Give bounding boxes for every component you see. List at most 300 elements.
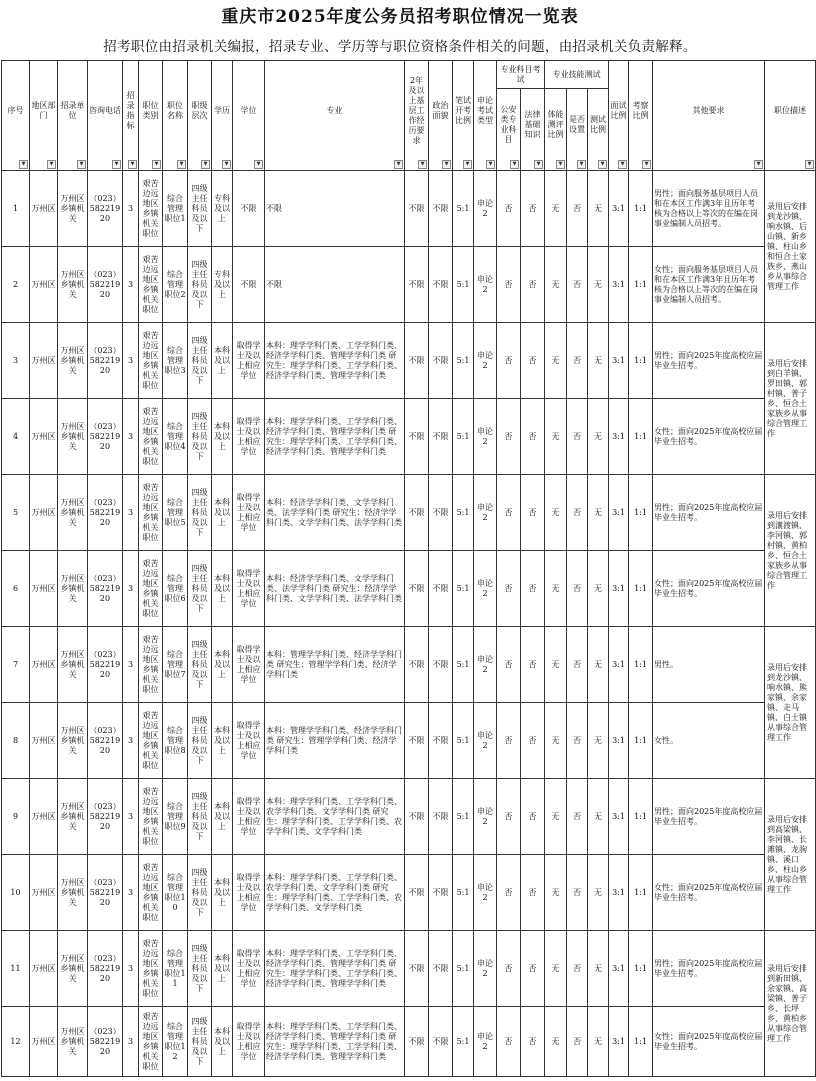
cell-seq: 11 bbox=[2, 931, 30, 1007]
cell-interview: 3:1 bbox=[609, 399, 629, 475]
cell-fitness: 无 bbox=[545, 247, 567, 323]
cell-position: 综合管理职位5 bbox=[163, 475, 188, 551]
cell-phone: （023）58221920 bbox=[88, 551, 123, 627]
filter-dropdown-icon[interactable]: ▼ bbox=[534, 160, 543, 169]
cell-level: 四级主任科员及以下 bbox=[188, 855, 212, 931]
header-position: 职位名称 ▼ bbox=[163, 61, 188, 171]
cell-police: 否 bbox=[497, 551, 521, 627]
cell-law: 否 bbox=[521, 931, 545, 1007]
header-written-ratio: 笔试开考比例 ▼ bbox=[453, 61, 474, 171]
filter-dropdown-icon[interactable]: ▼ bbox=[754, 160, 763, 169]
cell-quota: 3 bbox=[123, 323, 139, 399]
cell-other: 女性；面向服务基层项目人员和在本区工作满3年且历年考核为合格以上等次的在编在岗事业编制人员招考。 bbox=[653, 247, 765, 323]
cell-political: 不限 bbox=[429, 855, 453, 931]
cell-education: 本科及以上 bbox=[212, 855, 233, 931]
cell-phone: （023）58221920 bbox=[88, 703, 123, 779]
cell-other: 男性；面向2025年度高校应届毕业生招考。 bbox=[653, 323, 765, 399]
cell-police: 否 bbox=[497, 171, 521, 247]
cell-category: 艰苦边远地区乡镇机关职位 bbox=[139, 931, 163, 1007]
cell-quota: 3 bbox=[123, 855, 139, 931]
filter-dropdown-icon[interactable]: ▼ bbox=[598, 160, 607, 169]
cell-quota: 3 bbox=[123, 171, 139, 247]
cell-exam-type: 申论2 bbox=[474, 855, 497, 931]
cell-category: 艰苦边远地区乡镇机关职位 bbox=[139, 855, 163, 931]
cell-fitness: 无 bbox=[545, 779, 567, 855]
cell-law: 否 bbox=[521, 475, 545, 551]
cell-seq: 8 bbox=[2, 703, 30, 779]
cell-seq: 5 bbox=[2, 475, 30, 551]
cell-unit: 万州区乡镇机关 bbox=[58, 475, 88, 551]
cell-degree: 取得学士及以上相应学位 bbox=[233, 703, 265, 779]
cell-test-ratio: 无 bbox=[588, 551, 609, 627]
table-row bbox=[2, 703, 816, 779]
header-desc: 职位描述 ▼ bbox=[765, 61, 816, 171]
cell-fitness: 无 bbox=[545, 931, 567, 1007]
cell-phone: （023）58221920 bbox=[88, 475, 123, 551]
cell-unit: 万州区乡镇机关 bbox=[58, 703, 88, 779]
cell-region: 万州区 bbox=[30, 171, 58, 247]
table-row bbox=[2, 247, 816, 323]
cell-written-ratio: 5:1 bbox=[453, 399, 474, 475]
cell-grassroots: 不限 bbox=[405, 247, 429, 323]
cell-category: 艰苦边远地区乡镇机关职位 bbox=[139, 551, 163, 627]
cell-level: 四级主任科员及以下 bbox=[188, 323, 212, 399]
filter-dropdown-icon[interactable]: ▼ bbox=[152, 160, 161, 169]
cell-unit: 万州区乡镇机关 bbox=[58, 323, 88, 399]
filter-dropdown-icon[interactable]: ▼ bbox=[394, 160, 403, 169]
cell-political: 不限 bbox=[429, 931, 453, 1007]
cell-position: 综合管理职位9 bbox=[163, 779, 188, 855]
cell-fitness: 无 bbox=[545, 399, 567, 475]
cell-unit: 万州区乡镇机关 bbox=[58, 247, 88, 323]
cell-law: 否 bbox=[521, 399, 545, 475]
filter-dropdown-icon[interactable]: ▼ bbox=[222, 160, 231, 169]
cell-setup: 否 bbox=[567, 323, 588, 399]
header-quota: 招录指标 ▼ bbox=[123, 61, 139, 171]
cell-phone: （023）58221920 bbox=[88, 627, 123, 703]
cell-level: 四级主任科员及以下 bbox=[188, 247, 212, 323]
header-grassroots: 2年及以上基层工作经历要求 ▼ bbox=[405, 61, 429, 171]
filter-dropdown-icon[interactable]: ▼ bbox=[418, 160, 427, 169]
cell-review: 1:1 bbox=[629, 475, 653, 551]
cell-position: 综合管理职位2 bbox=[163, 247, 188, 323]
cell-category: 艰苦边远地区乡镇机关职位 bbox=[139, 703, 163, 779]
header-category: 职位类别 ▼ bbox=[139, 61, 163, 171]
header-level: 职级层次 ▼ bbox=[188, 61, 212, 171]
cell-desc: 录用后安排到龙沙镇、响水镇、后山镇、新乡镇、柱山乡和恒合土家族乡、燕山乡从事综合管理工作 bbox=[765, 171, 816, 323]
cell-fitness: 无 bbox=[545, 323, 567, 399]
header-major: 专业 ▼ bbox=[265, 61, 405, 171]
cell-exam-type: 申论2 bbox=[474, 399, 497, 475]
table-row bbox=[2, 1007, 816, 1077]
cell-phone: （023）58221920 bbox=[88, 1007, 123, 1077]
cell-setup: 否 bbox=[567, 399, 588, 475]
filter-dropdown-icon[interactable]: ▼ bbox=[177, 160, 186, 169]
cell-political: 不限 bbox=[429, 627, 453, 703]
cell-region: 万州区 bbox=[30, 551, 58, 627]
cell-region: 万州区 bbox=[30, 779, 58, 855]
cell-law: 否 bbox=[521, 1007, 545, 1077]
cell-political: 不限 bbox=[429, 171, 453, 247]
cell-review: 1:1 bbox=[629, 171, 653, 247]
cell-position: 综合管理职位1 bbox=[163, 171, 188, 247]
cell-review: 1:1 bbox=[629, 931, 653, 1007]
header-setup: 是否设置 ▼ bbox=[567, 89, 588, 171]
cell-grassroots: 不限 bbox=[405, 171, 429, 247]
filter-dropdown-icon[interactable]: ▼ bbox=[577, 160, 586, 169]
cell-level: 四级主任科员及以下 bbox=[188, 171, 212, 247]
cell-major: 本科：理学学科门类、工学学科门类、经济学学科门类、管理学学科门类 研究生：理学学科门类、工学学科门类、经济学学科门类、管理学学科门类 bbox=[265, 399, 405, 475]
cell-review: 1:1 bbox=[629, 627, 653, 703]
cell-police: 否 bbox=[497, 855, 521, 931]
cell-region: 万州区 bbox=[30, 399, 58, 475]
cell-major: 本科：理学学科门类、工学学科门类、经济学学科门类、管理学学科门类 研究生：理学学科门类、工学学科门类、经济学学科门类、管理学学科门类 bbox=[265, 931, 405, 1007]
cell-exam-type: 申论2 bbox=[474, 171, 497, 247]
header-police: 公安类专业科目 ▼ bbox=[497, 89, 521, 171]
cell-category: 艰苦边远地区乡镇机关职位 bbox=[139, 323, 163, 399]
cell-interview: 3:1 bbox=[609, 931, 629, 1007]
cell-unit: 万州区乡镇机关 bbox=[58, 931, 88, 1007]
cell-grassroots: 不限 bbox=[405, 551, 429, 627]
cell-grassroots: 不限 bbox=[405, 703, 429, 779]
cell-unit: 万州区乡镇机关 bbox=[58, 779, 88, 855]
cell-region: 万州区 bbox=[30, 1007, 58, 1077]
cell-setup: 否 bbox=[567, 475, 588, 551]
cell-degree: 取得学士及以上相应学位 bbox=[233, 399, 265, 475]
table-row bbox=[2, 475, 816, 551]
cell-test-ratio: 无 bbox=[588, 247, 609, 323]
cell-position: 综合管理职位11 bbox=[163, 931, 188, 1007]
cell-position: 综合管理职位3 bbox=[163, 323, 188, 399]
cell-fitness: 无 bbox=[545, 475, 567, 551]
cell-education: 本科及以上 bbox=[212, 931, 233, 1007]
cell-quota: 3 bbox=[123, 475, 139, 551]
cell-interview: 3:1 bbox=[609, 551, 629, 627]
cell-education: 本科及以上 bbox=[212, 703, 233, 779]
cell-unit: 万州区乡镇机关 bbox=[58, 1007, 88, 1077]
cell-region: 万州区 bbox=[30, 703, 58, 779]
header-test-ratio: 测试比例 ▼ bbox=[588, 89, 609, 171]
cell-written-ratio: 5:1 bbox=[453, 779, 474, 855]
cell-degree: 取得学士及以上相应学位 bbox=[233, 323, 265, 399]
cell-degree: 取得学士及以上相应学位 bbox=[233, 931, 265, 1007]
cell-phone: （023）58221920 bbox=[88, 931, 123, 1007]
filter-dropdown-icon[interactable]: ▼ bbox=[463, 160, 472, 169]
filter-dropdown-icon[interactable]: ▼ bbox=[618, 160, 627, 169]
cell-political: 不限 bbox=[429, 399, 453, 475]
cell-quota: 3 bbox=[123, 627, 139, 703]
cell-major: 本科：经济学学科门类、文学学科门类、法学学科门类 研究生：经济学学科门类、文学学科门类、法学学科门类 bbox=[265, 475, 405, 551]
cell-police: 否 bbox=[497, 779, 521, 855]
cell-written-ratio: 5:1 bbox=[453, 627, 474, 703]
cell-level: 四级主任科员及以下 bbox=[188, 779, 212, 855]
header-prof-subject: 专业科目考试 bbox=[497, 61, 545, 89]
cell-region: 万州区 bbox=[30, 247, 58, 323]
cell-interview: 3:1 bbox=[609, 627, 629, 703]
cell-interview: 3:1 bbox=[609, 247, 629, 323]
cell-written-ratio: 5:1 bbox=[453, 247, 474, 323]
cell-other: 男性；面向2025年度高校应届毕业生招考。 bbox=[653, 779, 765, 855]
cell-grassroots: 不限 bbox=[405, 779, 429, 855]
cell-position: 综合管理职位7 bbox=[163, 627, 188, 703]
cell-category: 艰苦边远地区乡镇机关职位 bbox=[139, 399, 163, 475]
cell-review: 1:1 bbox=[629, 323, 653, 399]
filter-dropdown-icon[interactable]: ▼ bbox=[19, 160, 28, 169]
cell-level: 四级主任科员及以下 bbox=[188, 931, 212, 1007]
cell-major: 本科：理学学科门类、工学学科门类、经济学学科门类、管理学学科门类 研究生：理学学科门类、工学学科门类、经济学学科门类、管理学学科门类 bbox=[265, 323, 405, 399]
cell-written-ratio: 5:1 bbox=[453, 1007, 474, 1077]
cell-category: 艰苦边远地区乡镇机关职位 bbox=[139, 171, 163, 247]
header-physical: 专业技能测试 bbox=[545, 61, 609, 89]
cell-written-ratio: 5:1 bbox=[453, 475, 474, 551]
filter-dropdown-icon[interactable]: ▼ bbox=[254, 160, 263, 169]
cell-category: 艰苦边远地区乡镇机关职位 bbox=[139, 475, 163, 551]
filter-dropdown-icon[interactable]: ▼ bbox=[201, 160, 210, 169]
cell-review: 1:1 bbox=[629, 855, 653, 931]
filter-dropdown-icon[interactable]: ▼ bbox=[77, 160, 86, 169]
cell-seq: 12 bbox=[2, 1007, 30, 1077]
cell-exam-type: 申论2 bbox=[474, 323, 497, 399]
cell-quota: 3 bbox=[123, 931, 139, 1007]
cell-law: 否 bbox=[521, 855, 545, 931]
cell-major: 本科：理学学科门类、工学学科门类、农学学科门类、文学学科门类 研究生：理学学科门类、工学学科门类、农学学科门类、文学学科门类 bbox=[265, 779, 405, 855]
cell-test-ratio: 无 bbox=[588, 931, 609, 1007]
cell-region: 万州区 bbox=[30, 931, 58, 1007]
cell-unit: 万州区乡镇机关 bbox=[58, 627, 88, 703]
header-degree: 学位 ▼ bbox=[233, 61, 265, 171]
table-row bbox=[2, 399, 816, 475]
cell-police: 否 bbox=[497, 399, 521, 475]
cell-major: 本科：理学学科门类、工学学科门类、农学学科门类、文学学科门类 研究生：理学学科门类、工学学科门类、农学学科门类、文学学科门类 bbox=[265, 855, 405, 931]
cell-interview: 3:1 bbox=[609, 171, 629, 247]
cell-seq: 10 bbox=[2, 855, 30, 931]
cell-interview: 3:1 bbox=[609, 323, 629, 399]
cell-unit: 万州区乡镇机关 bbox=[58, 399, 88, 475]
cell-interview: 3:1 bbox=[609, 1007, 629, 1077]
cell-police: 否 bbox=[497, 1007, 521, 1077]
cell-seq: 4 bbox=[2, 399, 30, 475]
cell-law: 否 bbox=[521, 627, 545, 703]
cell-region: 万州区 bbox=[30, 855, 58, 931]
cell-education: 专科及以上 bbox=[212, 171, 233, 247]
filter-dropdown-icon[interactable]: ▼ bbox=[556, 160, 565, 169]
cell-seq: 1 bbox=[2, 171, 30, 247]
cell-quota: 3 bbox=[123, 247, 139, 323]
cell-exam-type: 申论2 bbox=[474, 551, 497, 627]
cell-grassroots: 不限 bbox=[405, 931, 429, 1007]
cell-education: 本科及以上 bbox=[212, 1007, 233, 1077]
cell-police: 否 bbox=[497, 475, 521, 551]
cell-phone: （023）58221920 bbox=[88, 171, 123, 247]
header-review: 考察比例 ▼ bbox=[629, 61, 653, 171]
cell-written-ratio: 5:1 bbox=[453, 931, 474, 1007]
page-subtitle: 招考职位由招录机关编报，招录专业、学历等与职位资格条件相关的问题，由招录机关负责解释。 bbox=[103, 39, 697, 55]
cell-written-ratio: 5:1 bbox=[453, 551, 474, 627]
filter-dropdown-icon[interactable]: ▼ bbox=[442, 160, 451, 169]
cell-exam-type: 申论2 bbox=[474, 247, 497, 323]
cell-setup: 否 bbox=[567, 931, 588, 1007]
cell-law: 否 bbox=[521, 779, 545, 855]
cell-grassroots: 不限 bbox=[405, 1007, 429, 1077]
cell-unit: 万州区乡镇机关 bbox=[58, 551, 88, 627]
header-law: 法律基础知识 ▼ bbox=[521, 89, 545, 171]
cell-education: 本科及以上 bbox=[212, 551, 233, 627]
cell-law: 否 bbox=[521, 323, 545, 399]
table-body bbox=[2, 171, 816, 1077]
cell-region: 万州区 bbox=[30, 475, 58, 551]
cell-political: 不限 bbox=[429, 1007, 453, 1077]
cell-education: 本科及以上 bbox=[212, 399, 233, 475]
cell-setup: 否 bbox=[567, 247, 588, 323]
header-political: 政治面貌 ▼ bbox=[429, 61, 453, 171]
cell-desc: 录用后安排到龙沙镇、响水镇、熊家镇、余家镇、走马镇、白土镇从事综合管理工作 bbox=[765, 627, 816, 779]
cell-seq: 3 bbox=[2, 323, 30, 399]
cell-education: 本科及以上 bbox=[212, 779, 233, 855]
filter-dropdown-icon[interactable]: ▼ bbox=[128, 160, 137, 169]
cell-review: 1:1 bbox=[629, 399, 653, 475]
header-phone: 咨询电话 ▼ bbox=[88, 61, 123, 171]
cell-test-ratio: 无 bbox=[588, 399, 609, 475]
cell-phone: （023）58221920 bbox=[88, 855, 123, 931]
cell-major: 本科：管理学学科门类、经济学学科门类 研究生：管理学学科门类、经济学学科门类 bbox=[265, 627, 405, 703]
filter-dropdown-icon[interactable]: ▼ bbox=[486, 160, 495, 169]
cell-phone: （023）58221920 bbox=[88, 247, 123, 323]
cell-other: 女性。 bbox=[653, 703, 765, 779]
cell-test-ratio: 无 bbox=[588, 627, 609, 703]
cell-interview: 3:1 bbox=[609, 475, 629, 551]
cell-police: 否 bbox=[497, 627, 521, 703]
cell-test-ratio: 无 bbox=[588, 1007, 609, 1077]
cell-level: 四级主任科员及以下 bbox=[188, 703, 212, 779]
cell-position: 综合管理职位6 bbox=[163, 551, 188, 627]
cell-other: 女性；面向2025年度高校应届毕业生招考。 bbox=[653, 855, 765, 931]
table-row bbox=[2, 855, 816, 931]
cell-position: 综合管理职位8 bbox=[163, 703, 188, 779]
cell-setup: 否 bbox=[567, 855, 588, 931]
cell-law: 否 bbox=[521, 247, 545, 323]
cell-review: 1:1 bbox=[629, 247, 653, 323]
cell-fitness: 无 bbox=[545, 627, 567, 703]
cell-degree: 取得学士及以上相应学位 bbox=[233, 1007, 265, 1077]
cell-other: 女性；面向2025年度高校应届毕业生招考。 bbox=[653, 399, 765, 475]
cell-position: 综合管理职位4 bbox=[163, 399, 188, 475]
cell-phone: （023）58221920 bbox=[88, 779, 123, 855]
cell-region: 万州区 bbox=[30, 323, 58, 399]
cell-setup: 否 bbox=[567, 1007, 588, 1077]
cell-written-ratio: 5:1 bbox=[453, 171, 474, 247]
cell-position: 综合管理职位12 bbox=[163, 1007, 188, 1077]
cell-education: 专科及以上 bbox=[212, 247, 233, 323]
cell-police: 否 bbox=[497, 247, 521, 323]
cell-seq: 2 bbox=[2, 247, 30, 323]
cell-written-ratio: 5:1 bbox=[453, 703, 474, 779]
cell-quota: 3 bbox=[123, 703, 139, 779]
table-row bbox=[2, 931, 816, 1007]
cell-law: 否 bbox=[521, 703, 545, 779]
cell-seq: 6 bbox=[2, 551, 30, 627]
cell-fitness: 无 bbox=[545, 855, 567, 931]
positions-table bbox=[1, 60, 816, 1077]
cell-degree: 取得学士及以上相应学位 bbox=[233, 475, 265, 551]
filter-dropdown-icon[interactable]: ▼ bbox=[805, 160, 814, 169]
cell-position: 综合管理职位10 bbox=[163, 855, 188, 931]
cell-other: 男性；面向2025年度高校应届毕业生招考。 bbox=[653, 475, 765, 551]
cell-degree: 取得学士及以上相应学位 bbox=[233, 627, 265, 703]
cell-political: 不限 bbox=[429, 551, 453, 627]
filter-dropdown-icon[interactable]: ▼ bbox=[112, 160, 121, 169]
cell-exam-type: 申论2 bbox=[474, 703, 497, 779]
cell-phone: （023）58221920 bbox=[88, 323, 123, 399]
cell-degree: 取得学士及以上相应学位 bbox=[233, 779, 265, 855]
cell-fitness: 无 bbox=[545, 1007, 567, 1077]
cell-fitness: 无 bbox=[545, 171, 567, 247]
cell-desc: 录用后安排到瀼渡镇、李河镇、郭村镇、黄柏乡、恒合土家族乡从事综合管理工作 bbox=[765, 475, 816, 627]
cell-test-ratio: 无 bbox=[588, 779, 609, 855]
table-row bbox=[2, 627, 816, 703]
cell-other: 男性；面向服务基层项目人员和在本区工作满3年且历年考核为合格以上等次的在编在岗事业编制人员招考。 bbox=[653, 171, 765, 247]
cell-review: 1:1 bbox=[629, 703, 653, 779]
cell-quota: 3 bbox=[123, 399, 139, 475]
cell-major: 本科：经济学学科门类、文学学科门类、法学学科门类 研究生：经济学学科门类、文学学科门类、法学学科门类 bbox=[265, 551, 405, 627]
cell-grassroots: 不限 bbox=[405, 855, 429, 931]
cell-education: 本科及以上 bbox=[212, 627, 233, 703]
cell-setup: 否 bbox=[567, 171, 588, 247]
header-interview: 面试比例 ▼ bbox=[609, 61, 629, 171]
cell-test-ratio: 无 bbox=[588, 475, 609, 551]
filter-dropdown-icon[interactable]: ▼ bbox=[47, 160, 56, 169]
cell-test-ratio: 无 bbox=[588, 171, 609, 247]
cell-political: 不限 bbox=[429, 323, 453, 399]
filter-dropdown-icon[interactable]: ▼ bbox=[642, 160, 651, 169]
cell-setup: 否 bbox=[567, 627, 588, 703]
cell-other: 男性；面向2025年度高校应届毕业生招考。 bbox=[653, 931, 765, 1007]
cell-category: 艰苦边远地区乡镇机关职位 bbox=[139, 627, 163, 703]
cell-level: 四级主任科员及以下 bbox=[188, 627, 212, 703]
cell-region: 万州区 bbox=[30, 627, 58, 703]
cell-political: 不限 bbox=[429, 779, 453, 855]
cell-fitness: 无 bbox=[545, 703, 567, 779]
cell-degree: 取得学士及以上相应学位 bbox=[233, 551, 265, 627]
cell-other: 女性；面向2025年度高校应届毕业生招考。 bbox=[653, 1007, 765, 1077]
cell-level: 四级主任科员及以下 bbox=[188, 475, 212, 551]
cell-setup: 否 bbox=[567, 779, 588, 855]
cell-police: 否 bbox=[497, 703, 521, 779]
cell-grassroots: 不限 bbox=[405, 323, 429, 399]
page-title: 重庆市2025年度公务员招考职位情况一览表 bbox=[221, 7, 579, 27]
cell-political: 不限 bbox=[429, 247, 453, 323]
cell-desc: 录用后安排到白羊镇、罗田镇、郭村镇、普子乡、恒合土家族乡从事综合管理工作 bbox=[765, 323, 816, 475]
cell-test-ratio: 无 bbox=[588, 855, 609, 931]
cell-degree: 取得学士及以上相应学位 bbox=[233, 855, 265, 931]
cell-quota: 3 bbox=[123, 551, 139, 627]
cell-exam-type: 申论2 bbox=[474, 1007, 497, 1077]
cell-law: 否 bbox=[521, 171, 545, 247]
cell-level: 四级主任科员及以下 bbox=[188, 399, 212, 475]
cell-setup: 否 bbox=[567, 703, 588, 779]
filter-dropdown-icon[interactable]: ▼ bbox=[510, 160, 519, 169]
cell-law: 否 bbox=[521, 551, 545, 627]
cell-police: 否 bbox=[497, 931, 521, 1007]
header-education: 学历 ▼ bbox=[212, 61, 233, 171]
cell-major: 不限 bbox=[265, 247, 405, 323]
cell-grassroots: 不限 bbox=[405, 399, 429, 475]
cell-unit: 万州区乡镇机关 bbox=[58, 171, 88, 247]
header-fitness: 体能测评比例 ▼ bbox=[545, 89, 567, 171]
cell-phone: （023）58221920 bbox=[88, 399, 123, 475]
cell-review: 1:1 bbox=[629, 779, 653, 855]
cell-major: 不限 bbox=[265, 171, 405, 247]
cell-interview: 3:1 bbox=[609, 779, 629, 855]
